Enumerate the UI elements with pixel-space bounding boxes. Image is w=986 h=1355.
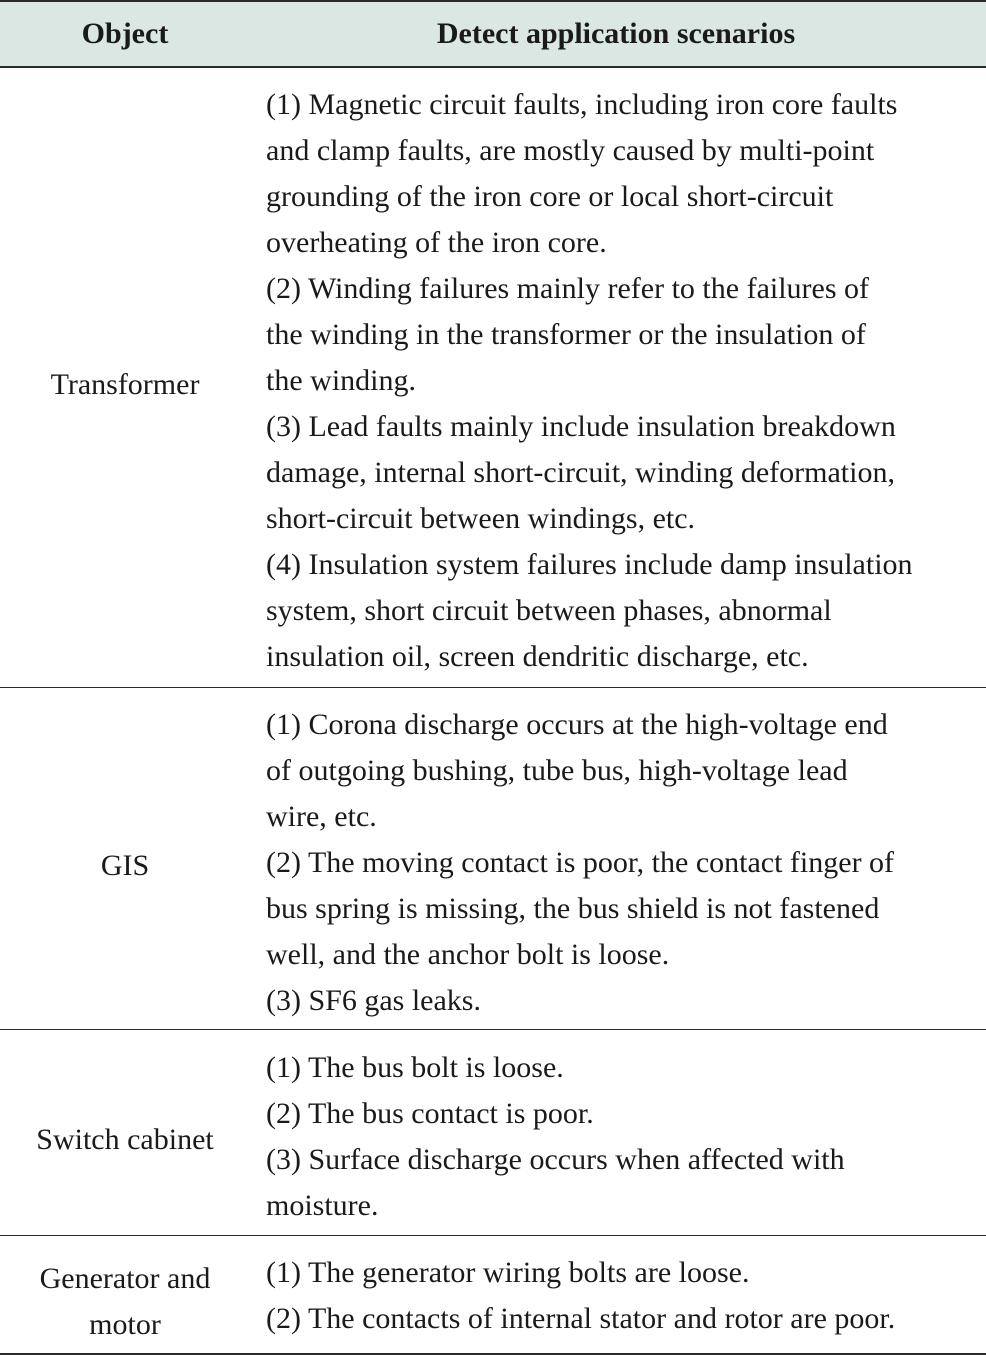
scenario-line: (1) Magnetic circuit faults, including iron core faults — [266, 88, 898, 121]
scenario-line: moisture. — [266, 1189, 379, 1222]
scenario-cell — [250, 1045, 986, 1235]
header-object: Object — [81, 17, 169, 50]
scenario-line: damage, internal short-circuit, winding deformation, — [266, 456, 895, 489]
scenario-line: (1) The generator wiring bolts are loose. — [266, 1256, 750, 1289]
scenario-line: (1) Corona discharge occurs at the high-voltage end — [266, 708, 888, 741]
table-row — [0, 1236, 986, 1355]
object-cell — [0, 1250, 250, 1353]
object-label: Switch cabinet — [36, 1123, 214, 1156]
scenario-line: bus spring is missing, the bus shield is not fastened — [266, 892, 880, 925]
scenario-line: (2) The moving contact is poor, the contact finger of — [266, 846, 895, 879]
scenario-line: (1) The bus bolt is loose. — [266, 1051, 564, 1084]
scenario-line: short-circuit between windings, etc. — [266, 502, 696, 535]
object-cell — [0, 1045, 250, 1235]
object-label: GIS — [100, 848, 150, 882]
object-label: Generator and — [39, 1261, 211, 1295]
object-cell — [0, 702, 250, 1029]
scenario-line: well, and the anchor bolt is loose. — [266, 938, 670, 971]
scenario-line: insulation oil, screen dendritic discharge, etc. — [266, 640, 809, 673]
object-label: motor — [89, 1307, 161, 1341]
object-label: Transformer — [50, 367, 200, 401]
table-header — [0, 0, 986, 68]
scenario-line: (4) Insulation system failures include damp insulation — [266, 548, 913, 581]
table-row — [0, 68, 986, 688]
table-row — [0, 1030, 986, 1236]
scenario-line: grounding of the iron core or local short-circuit — [266, 180, 834, 213]
scenario-cell — [250, 702, 986, 1029]
scenario-line: (2) Winding failures mainly refer to the failures of — [266, 272, 870, 305]
scenario-line: (3) SF6 gas leaks. — [266, 984, 481, 1017]
scenario-cell — [250, 1250, 986, 1353]
scenario-line: wire, etc. — [266, 800, 377, 833]
object-cell — [0, 82, 250, 687]
table-row — [0, 688, 986, 1030]
scenario-line: overheating of the iron core. — [266, 226, 607, 259]
scenario-line: system, short circuit between phases, abnormal — [266, 594, 832, 627]
scenario-line: of outgoing bushing, tube bus, high-voltage lead — [266, 754, 848, 787]
scenario-line: the winding. — [266, 364, 416, 397]
scenario-line: (3) Surface discharge occurs when affected with — [266, 1143, 845, 1176]
scenario-cell — [250, 82, 986, 687]
scenario-line: and clamp faults, are mostly caused by multi-point — [266, 134, 875, 167]
scenario-line: (2) The contacts of internal stator and rotor are poor. — [266, 1302, 896, 1335]
header-scenarios: Detect application scenarios — [436, 17, 796, 50]
scenario-line: (3) Lead faults mainly include insulation breakdown — [266, 410, 896, 443]
scenario-line: (2) The bus contact is poor. — [266, 1097, 594, 1130]
scenario-line: the winding in the transformer or the insulation of — [266, 318, 866, 351]
